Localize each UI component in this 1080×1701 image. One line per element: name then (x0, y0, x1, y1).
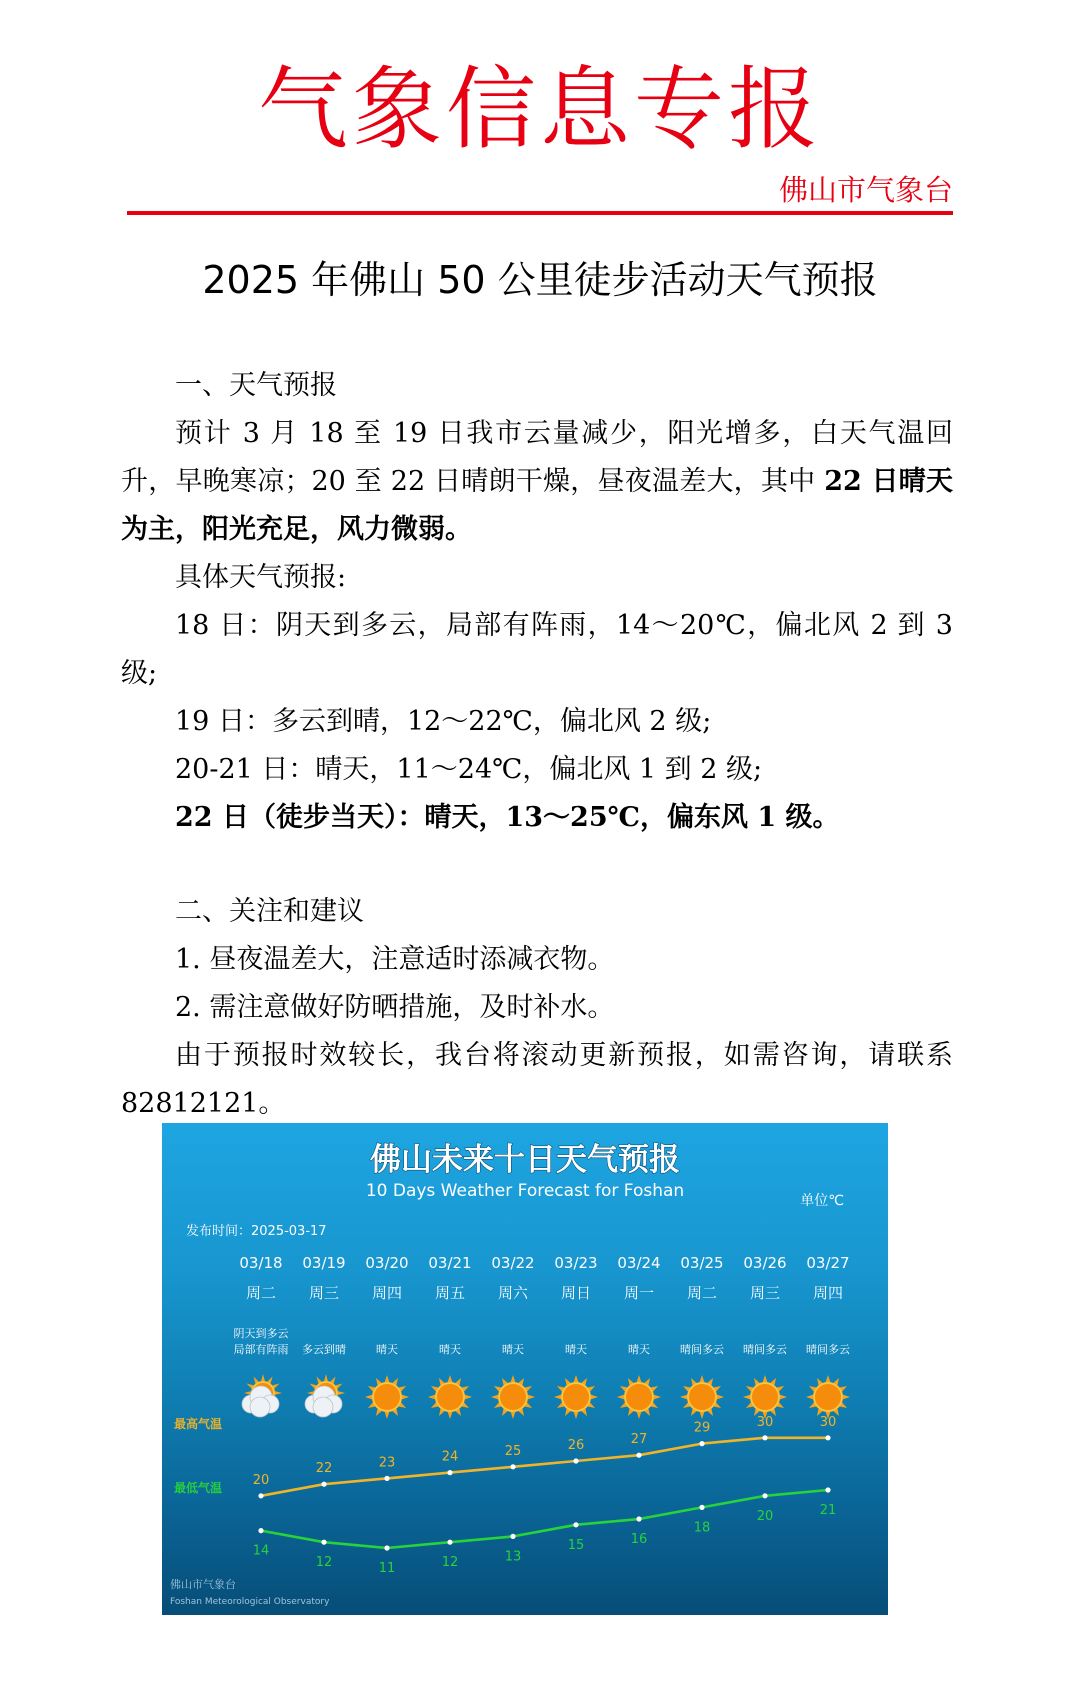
low-temp-label: 14 (252, 1543, 270, 1559)
weekday-label: 周六 (497, 1284, 529, 1302)
day19-forecast: 19 日：多云到晴，12～22℃，偏北风 2 级; (175, 706, 712, 737)
low-temp-point (825, 1487, 830, 1492)
legend-low: 最低气温 (174, 1481, 223, 1495)
sun-icon (491, 1375, 535, 1419)
date-label: 03/19 (302, 1254, 346, 1272)
red-divider (127, 211, 953, 215)
tip-2: 2. 需注意做好防晒措施，及时补水。 (175, 992, 615, 1023)
low-temp-point (447, 1540, 452, 1545)
weekday-label: 周二 (245, 1284, 277, 1302)
low-temp-label: 11 (378, 1561, 396, 1576)
high-temp-label: 30 (819, 1414, 837, 1430)
weekday-label: 周一 (623, 1284, 655, 1302)
sun-icon (428, 1375, 472, 1419)
date-label: 03/22 (491, 1254, 535, 1272)
high-temp-line (261, 1438, 828, 1496)
section2-heading: 二、关注和建议 (175, 896, 364, 927)
sun-icon (680, 1375, 724, 1419)
sun-icon (554, 1375, 598, 1419)
high-temp-label: 22 (315, 1461, 333, 1477)
sun-icon (743, 1375, 787, 1419)
date-label: 03/23 (554, 1254, 598, 1272)
low-temp-label: 12 (315, 1555, 333, 1571)
high-temp-point (762, 1435, 767, 1440)
issuer: 佛山市气象台 (778, 173, 953, 207)
forecast-chart-svg (162, 1123, 888, 1615)
condition-label: 阴天到多云 (233, 1327, 289, 1340)
low-temp-point (384, 1545, 389, 1550)
date-label: 03/21 (428, 1254, 472, 1272)
date-label: 03/26 (743, 1254, 787, 1272)
date-label: 03/25 (680, 1254, 724, 1272)
high-temp-point (825, 1435, 830, 1440)
summary-text: 预计 3 月 18 至 19 日我市云量减少，阳光增多，白天气温回升，早晚寒凉；20 至 22 日晴朗干燥，昼夜温差大，其中 (121, 418, 953, 497)
condition-label: 晴间多云 (680, 1343, 724, 1356)
low-temp-label: 21 (819, 1503, 837, 1518)
partly-cloudy-icon (305, 1374, 345, 1417)
high-temp-point (447, 1470, 452, 1475)
high-temp-point (384, 1476, 389, 1481)
legend-high: 最高气温 (174, 1417, 223, 1431)
high-temp-point (321, 1482, 326, 1487)
summary-paragraph (121, 410, 953, 554)
low-temp-label: 15 (567, 1537, 585, 1553)
chart-subtitle: 10 Days Weather Forecast for Foshan (365, 1181, 685, 1201)
low-temp-point (762, 1493, 767, 1498)
sun-icon (365, 1375, 409, 1419)
day22-text: 22 日（徒步当天）：晴天，13～25℃，偏东风 1 级。 (175, 802, 840, 833)
high-temp-point (636, 1453, 641, 1458)
masthead: 气象信息专报 (258, 57, 822, 162)
high-temp-label: 26 (567, 1438, 585, 1453)
date-label: 03/24 (617, 1254, 661, 1272)
cloudy-icon (242, 1374, 282, 1417)
high-temp-label: 27 (630, 1432, 648, 1448)
weekday-label: 周三 (749, 1284, 781, 1302)
footer-en: Foshan Meteorological Observatory (170, 1597, 330, 1607)
low-temp-label: 18 (693, 1520, 711, 1536)
low-temp-point (510, 1534, 515, 1539)
weekday-label: 周二 (686, 1284, 718, 1302)
high-temp-label: 30 (756, 1414, 774, 1430)
date-label: 03/27 (806, 1254, 850, 1272)
high-temp-point (699, 1441, 704, 1446)
weekday-label: 周四 (812, 1284, 844, 1302)
closing-paragraph: 由于预报时效较长，我台将滚动更新预报，如需咨询，请联系 82812121。 (121, 1040, 953, 1119)
date-label: 03/18 (239, 1254, 283, 1272)
chart-title: 佛山未来十日天气预报 (370, 1142, 680, 1178)
condition-label: 局部有阵雨 (233, 1343, 289, 1356)
sun-icon (806, 1375, 850, 1419)
summary-bold: 22 日晴天为主，阳光充足，风力微弱。 (121, 466, 953, 545)
weekday-label: 周五 (434, 1284, 466, 1302)
low-temp-label: 12 (441, 1555, 459, 1571)
high-temp-label: 25 (504, 1443, 522, 1459)
high-temp-label: 20 (252, 1472, 270, 1488)
sun-icon (617, 1375, 661, 1419)
high-temp-label: 23 (378, 1455, 396, 1471)
day18-forecast: 18 日：阴天到多云，局部有阵雨，14～20℃，偏北风 2 到 3 级; (121, 610, 953, 689)
condition-label: 晴天 (376, 1343, 398, 1356)
tip-1: 1. 昼夜温差大，注意适时添减衣物。 (175, 944, 615, 975)
condition-label: 晴天 (439, 1343, 461, 1356)
high-temp-point (510, 1464, 515, 1469)
day22-forecast (121, 794, 953, 842)
low-temp-label: 13 (504, 1549, 522, 1565)
low-temp-label: 20 (756, 1508, 774, 1524)
high-temp-point (258, 1493, 263, 1498)
weekday-label: 周三 (308, 1284, 340, 1302)
forecast-chart (162, 1123, 888, 1615)
weekday-label: 周四 (371, 1284, 403, 1302)
low-temp-point (258, 1528, 263, 1533)
date-label: 03/20 (365, 1254, 409, 1272)
low-temp-point (636, 1516, 641, 1521)
footer-cn: 佛山市气象台 (170, 1578, 236, 1591)
condition-label: 晴间多云 (743, 1343, 787, 1356)
condition-label: 晴天 (565, 1343, 587, 1356)
low-temp-point (699, 1505, 704, 1510)
unit-label: 单位℃ (800, 1193, 844, 1209)
publish-time: 发布时间：2025-03-17 (186, 1224, 327, 1239)
condition-label: 晴天 (502, 1343, 524, 1356)
low-temp-point (321, 1540, 326, 1545)
weekday-label: 周日 (560, 1284, 592, 1302)
page-title: 2025 年佛山 50 公里徒步活动天气预报 (202, 258, 878, 302)
condition-label: 晴间多云 (806, 1343, 850, 1356)
detail-heading: 具体天气预报: (175, 562, 347, 593)
low-temp-point (573, 1522, 578, 1527)
low-temp-label: 16 (630, 1532, 648, 1547)
condition-label: 晴天 (628, 1343, 650, 1356)
high-temp-point (573, 1458, 578, 1463)
section1-heading: 一、天气预报 (175, 370, 337, 401)
condition-label: 多云到晴 (302, 1343, 346, 1356)
high-temp-label: 24 (441, 1449, 459, 1465)
low-temp-line (261, 1490, 828, 1548)
day20-21-forecast: 20-21 日：晴天，11～24℃，偏北风 1 到 2 级; (175, 754, 763, 785)
document-body (121, 362, 953, 1128)
spacer (121, 842, 953, 888)
high-temp-label: 29 (693, 1420, 711, 1436)
